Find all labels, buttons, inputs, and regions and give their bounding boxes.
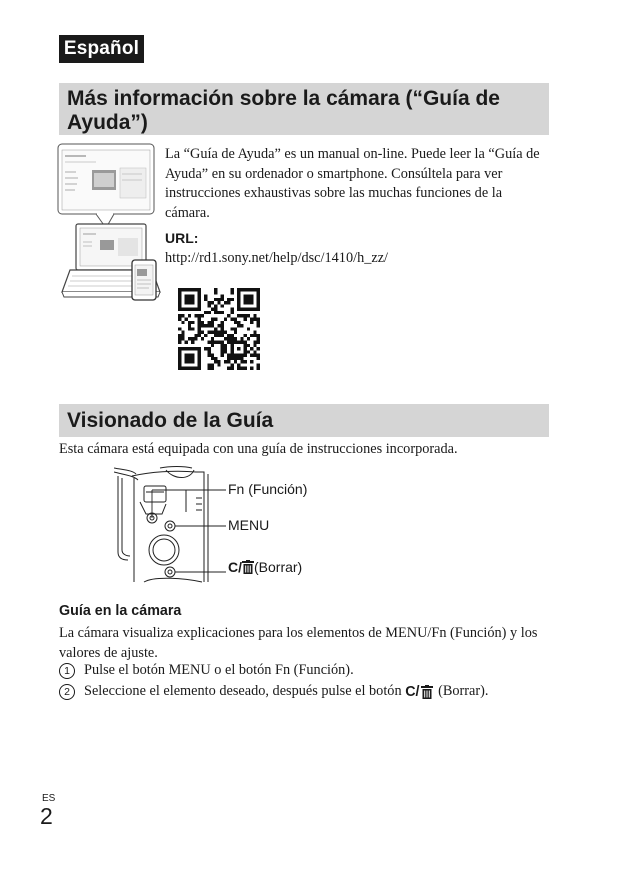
footer-language-code: ES <box>42 793 56 804</box>
guide-intro-text: Esta cámara está equipada con una guía de instrucciones incorporada. <box>59 441 458 457</box>
c-symbol: C/ <box>405 683 420 700</box>
camera-back-illustration <box>114 466 226 586</box>
laptop-smartphone-illustration <box>56 142 161 302</box>
url-label: URL: <box>165 230 199 246</box>
qr-code <box>178 288 260 370</box>
language-tab: Español <box>59 35 144 63</box>
step-text: Seleccione el elemento deseado, después pulse el botón <box>84 683 406 699</box>
borrar-text: (Borrar) <box>254 559 303 575</box>
page-number: 2 <box>40 803 53 829</box>
step-text: Pulse el botón MENU o el botón Fn (Función). <box>84 662 354 678</box>
help-guide-url[interactable]: http://rd1.sony.net/help/dsc/1410/h_zz/ <box>165 250 389 266</box>
section-title-guide-view: Visionado de la Guía <box>59 404 549 437</box>
in-camera-guide-heading: Guía en la cámara <box>59 603 182 619</box>
section-title-help-guide: Más información sobre la cámara (“Guía de Ayuda”) <box>59 83 549 135</box>
c-symbol: C/ <box>228 559 242 575</box>
step-1 <box>59 662 354 679</box>
delete-button-label <box>228 559 302 575</box>
help-guide-description: La “Guía de Ayuda” es un manual on-line. Puede leer la “Guía de Ayuda” en su ordenador o smartphone. Consúltela para ver instrucciones exhaustivas sobre las muchas funciones de la cámara. <box>165 146 540 222</box>
step-number-circle: 1 <box>59 663 75 679</box>
trash-icon <box>242 560 254 574</box>
step-number-circle: 2 <box>59 684 75 700</box>
step-text-after: (Borrar). <box>434 683 489 699</box>
fn-button-label: Fn (Función) <box>228 481 308 497</box>
menu-button-label: MENU <box>228 517 270 533</box>
step-2 <box>59 683 488 700</box>
in-camera-guide-body: La cámara visualiza explicaciones para los elementos de MENU/Fn (Función) y los valores de ajuste. <box>59 625 538 661</box>
trash-icon <box>421 685 433 699</box>
